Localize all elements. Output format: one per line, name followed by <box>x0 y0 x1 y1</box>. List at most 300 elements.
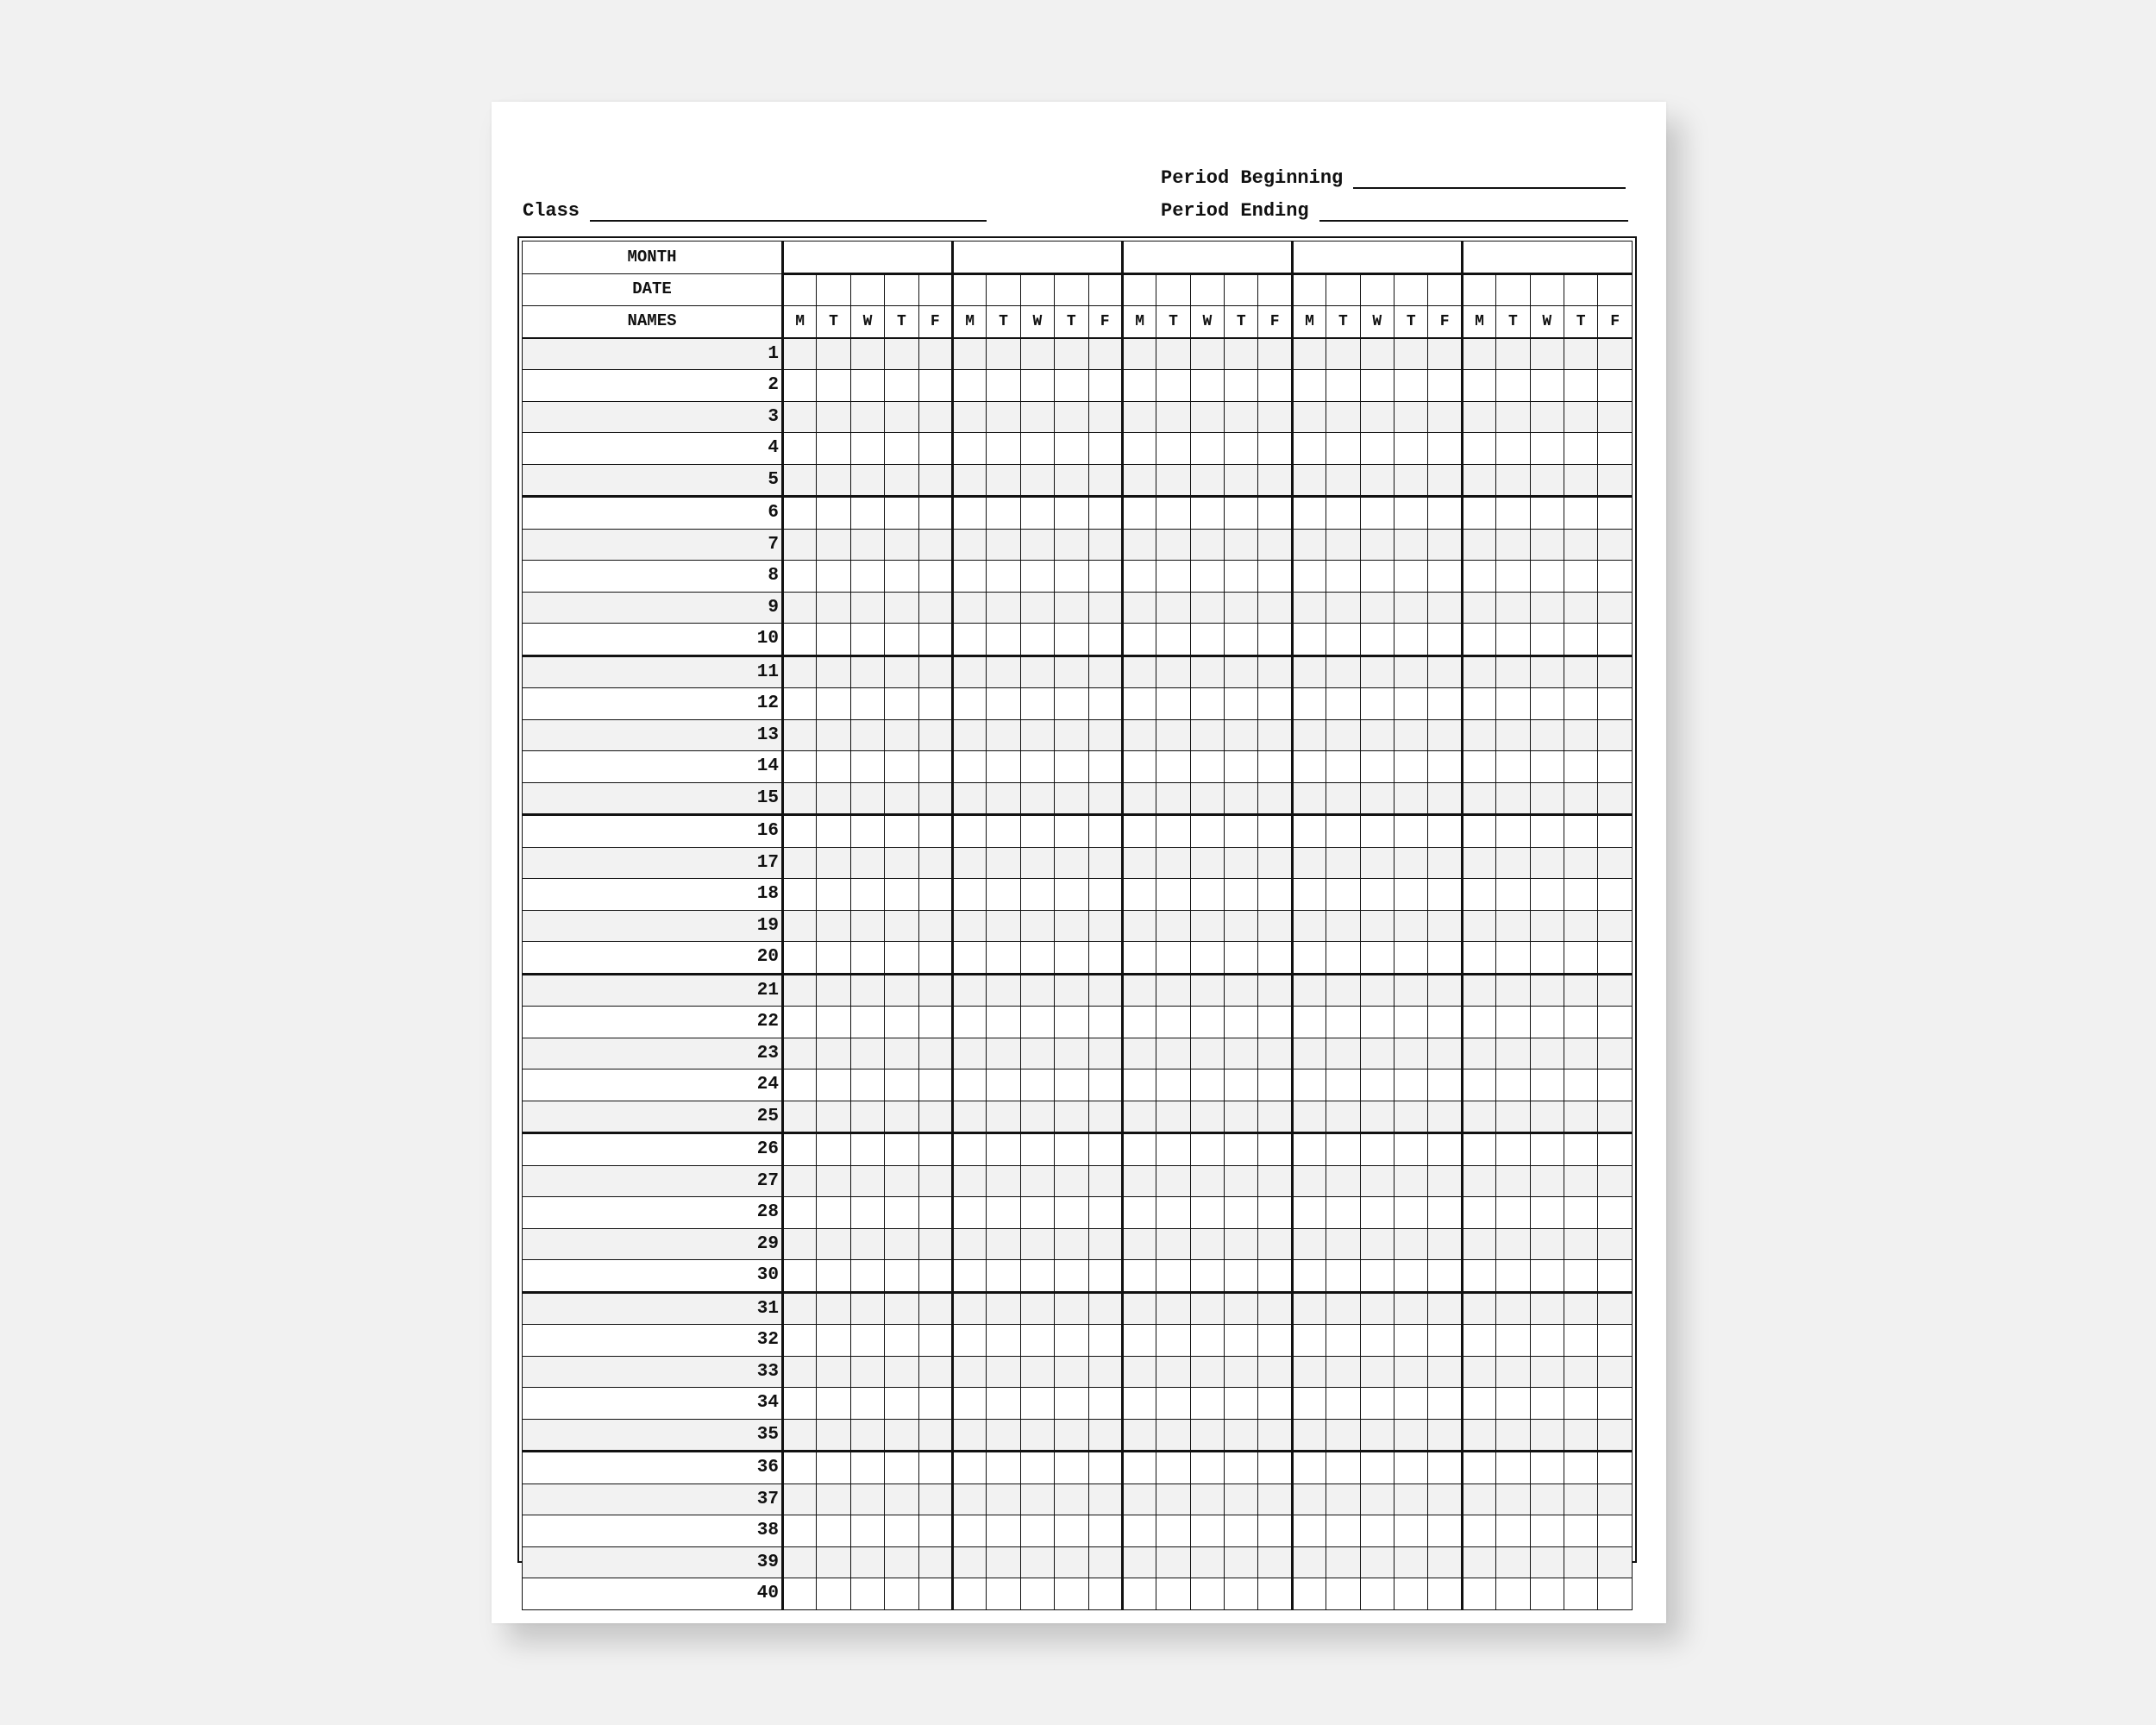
attendance-cell[interactable] <box>1088 338 1122 370</box>
attendance-cell[interactable] <box>1122 1133 1156 1166</box>
attendance-cell[interactable] <box>1225 879 1258 911</box>
attendance-cell[interactable] <box>1156 719 1190 751</box>
attendance-cell[interactable] <box>1326 782 1360 815</box>
date-cell[interactable] <box>885 273 918 306</box>
attendance-cell[interactable] <box>1462 847 1495 879</box>
attendance-cell[interactable] <box>1462 751 1495 783</box>
attendance-cell[interactable] <box>1326 1515 1360 1547</box>
attendance-cell[interactable] <box>850 1452 884 1484</box>
attendance-cell[interactable] <box>1564 942 1597 975</box>
attendance-cell[interactable] <box>1156 974 1190 1007</box>
attendance-cell[interactable] <box>1462 1578 1495 1610</box>
attendance-cell[interactable] <box>1496 1038 1530 1070</box>
attendance-cell[interactable] <box>783 1325 817 1357</box>
attendance-cell[interactable] <box>1496 401 1530 433</box>
attendance-cell[interactable] <box>1055 1578 1088 1610</box>
attendance-cell[interactable] <box>1292 561 1326 593</box>
attendance-cell[interactable] <box>1055 1388 1088 1420</box>
student-name-cell[interactable]: 7 <box>523 529 783 561</box>
attendance-cell[interactable] <box>850 529 884 561</box>
attendance-cell[interactable] <box>1292 1388 1326 1420</box>
attendance-cell[interactable] <box>1020 1101 1054 1133</box>
attendance-cell[interactable] <box>1462 592 1495 624</box>
attendance-cell[interactable] <box>1122 1101 1156 1133</box>
attendance-cell[interactable] <box>1564 497 1597 530</box>
month-cell[interactable] <box>1122 242 1292 274</box>
attendance-cell[interactable] <box>1020 1388 1054 1420</box>
attendance-cell[interactable] <box>1564 688 1597 720</box>
attendance-cell[interactable] <box>1428 815 1462 848</box>
period-ending-field[interactable] <box>1161 200 1628 222</box>
attendance-cell[interactable] <box>1225 497 1258 530</box>
attendance-cell[interactable] <box>1258 656 1292 688</box>
attendance-cell[interactable] <box>1122 656 1156 688</box>
attendance-cell[interactable] <box>918 1197 952 1229</box>
attendance-cell[interactable] <box>1088 1070 1122 1101</box>
attendance-cell[interactable] <box>952 1388 986 1420</box>
attendance-cell[interactable] <box>783 1546 817 1578</box>
attendance-cell[interactable] <box>952 1260 986 1293</box>
attendance-cell[interactable] <box>1088 719 1122 751</box>
attendance-cell[interactable] <box>885 1546 918 1578</box>
attendance-cell[interactable] <box>1292 942 1326 975</box>
attendance-cell[interactable] <box>885 815 918 848</box>
attendance-cell[interactable] <box>952 1292 986 1325</box>
attendance-cell[interactable] <box>1395 1356 1428 1388</box>
attendance-cell[interactable] <box>1360 974 1394 1007</box>
attendance-cell[interactable] <box>1055 529 1088 561</box>
attendance-cell[interactable] <box>1258 751 1292 783</box>
attendance-cell[interactable] <box>1496 719 1530 751</box>
attendance-cell[interactable] <box>1088 847 1122 879</box>
attendance-cell[interactable] <box>987 592 1020 624</box>
attendance-cell[interactable] <box>885 656 918 688</box>
attendance-cell[interactable] <box>1530 847 1564 879</box>
period-ending-line[interactable] <box>1319 201 1628 222</box>
attendance-cell[interactable] <box>885 529 918 561</box>
attendance-cell[interactable] <box>1020 592 1054 624</box>
student-name-cell[interactable]: 15 <box>523 782 783 815</box>
attendance-cell[interactable] <box>850 782 884 815</box>
attendance-cell[interactable] <box>1088 1038 1122 1070</box>
attendance-cell[interactable] <box>1326 1452 1360 1484</box>
attendance-cell[interactable] <box>1395 1228 1428 1260</box>
attendance-cell[interactable] <box>885 433 918 465</box>
attendance-cell[interactable] <box>1088 751 1122 783</box>
attendance-cell[interactable] <box>952 974 986 1007</box>
attendance-cell[interactable] <box>1088 1515 1122 1547</box>
attendance-cell[interactable] <box>1088 561 1122 593</box>
attendance-cell[interactable] <box>1122 464 1156 497</box>
attendance-cell[interactable] <box>1020 1325 1054 1357</box>
attendance-cell[interactable] <box>1462 338 1495 370</box>
attendance-cell[interactable] <box>1530 592 1564 624</box>
student-name-cell[interactable]: 11 <box>523 656 783 688</box>
attendance-cell[interactable] <box>1190 464 1224 497</box>
attendance-cell[interactable] <box>850 338 884 370</box>
attendance-cell[interactable] <box>1225 401 1258 433</box>
attendance-cell[interactable] <box>987 751 1020 783</box>
attendance-cell[interactable] <box>1326 1133 1360 1166</box>
attendance-cell[interactable] <box>1258 1388 1292 1420</box>
attendance-cell[interactable] <box>1462 910 1495 942</box>
attendance-cell[interactable] <box>1326 624 1360 656</box>
attendance-cell[interactable] <box>1225 1007 1258 1038</box>
attendance-cell[interactable] <box>1395 815 1428 848</box>
attendance-cell[interactable] <box>952 401 986 433</box>
attendance-cell[interactable] <box>885 942 918 975</box>
attendance-cell[interactable] <box>817 879 850 911</box>
attendance-cell[interactable] <box>1326 879 1360 911</box>
attendance-cell[interactable] <box>1055 847 1088 879</box>
attendance-cell[interactable] <box>1462 942 1495 975</box>
attendance-cell[interactable] <box>1020 974 1054 1007</box>
attendance-cell[interactable] <box>987 1325 1020 1357</box>
attendance-cell[interactable] <box>783 782 817 815</box>
attendance-cell[interactable] <box>850 688 884 720</box>
attendance-cell[interactable] <box>1462 1356 1495 1388</box>
attendance-cell[interactable] <box>817 1546 850 1578</box>
attendance-cell[interactable] <box>1462 497 1495 530</box>
attendance-cell[interactable] <box>1428 1515 1462 1547</box>
attendance-cell[interactable] <box>1530 815 1564 848</box>
attendance-cell[interactable] <box>1496 847 1530 879</box>
attendance-cell[interactable] <box>1564 1578 1597 1610</box>
attendance-cell[interactable] <box>1530 942 1564 975</box>
month-cell[interactable] <box>1292 242 1462 274</box>
attendance-cell[interactable] <box>783 529 817 561</box>
attendance-cell[interactable] <box>952 338 986 370</box>
attendance-cell[interactable] <box>783 815 817 848</box>
attendance-cell[interactable] <box>1360 624 1394 656</box>
attendance-cell[interactable] <box>1326 688 1360 720</box>
attendance-cell[interactable] <box>1395 592 1428 624</box>
attendance-cell[interactable] <box>1156 847 1190 879</box>
date-cell[interactable] <box>918 273 952 306</box>
attendance-cell[interactable] <box>1496 1578 1530 1610</box>
attendance-cell[interactable] <box>1598 815 1633 848</box>
attendance-cell[interactable] <box>1258 847 1292 879</box>
attendance-cell[interactable] <box>1190 942 1224 975</box>
student-name-cell[interactable]: 21 <box>523 974 783 1007</box>
month-cell[interactable] <box>952 242 1122 274</box>
attendance-cell[interactable] <box>1088 592 1122 624</box>
attendance-cell[interactable] <box>850 1038 884 1070</box>
attendance-cell[interactable] <box>918 1546 952 1578</box>
attendance-cell[interactable] <box>1360 1546 1394 1578</box>
date-cell[interactable] <box>1598 273 1633 306</box>
attendance-cell[interactable] <box>1055 974 1088 1007</box>
attendance-cell[interactable] <box>952 719 986 751</box>
attendance-cell[interactable] <box>1020 815 1054 848</box>
attendance-cell[interactable] <box>918 1356 952 1388</box>
attendance-cell[interactable] <box>952 1515 986 1547</box>
attendance-cell[interactable] <box>1360 1038 1394 1070</box>
attendance-cell[interactable] <box>1122 1007 1156 1038</box>
attendance-cell[interactable] <box>918 1260 952 1293</box>
attendance-cell[interactable] <box>1258 1292 1292 1325</box>
attendance-cell[interactable] <box>850 370 884 402</box>
attendance-cell[interactable] <box>1598 1260 1633 1293</box>
attendance-cell[interactable] <box>1598 561 1633 593</box>
attendance-cell[interactable] <box>783 497 817 530</box>
attendance-cell[interactable] <box>1564 847 1597 879</box>
attendance-cell[interactable] <box>1225 1292 1258 1325</box>
period-beginning-field[interactable] <box>1161 167 1626 189</box>
attendance-cell[interactable] <box>1564 592 1597 624</box>
attendance-cell[interactable] <box>1530 1356 1564 1388</box>
attendance-cell[interactable] <box>1326 401 1360 433</box>
attendance-cell[interactable] <box>783 974 817 1007</box>
attendance-cell[interactable] <box>1428 497 1462 530</box>
attendance-cell[interactable] <box>1395 1419 1428 1452</box>
attendance-cell[interactable] <box>1055 1260 1088 1293</box>
date-cell[interactable] <box>1395 273 1428 306</box>
attendance-cell[interactable] <box>918 1165 952 1197</box>
attendance-cell[interactable] <box>1598 338 1633 370</box>
attendance-cell[interactable] <box>1020 782 1054 815</box>
attendance-cell[interactable] <box>1360 338 1394 370</box>
attendance-cell[interactable] <box>1326 910 1360 942</box>
attendance-cell[interactable] <box>850 1515 884 1547</box>
attendance-cell[interactable] <box>1190 782 1224 815</box>
attendance-cell[interactable] <box>1225 529 1258 561</box>
period-beginning-line[interactable] <box>1353 168 1626 189</box>
attendance-cell[interactable] <box>1156 688 1190 720</box>
attendance-cell[interactable] <box>1428 592 1462 624</box>
class-line[interactable] <box>590 201 987 222</box>
attendance-cell[interactable] <box>817 401 850 433</box>
attendance-cell[interactable] <box>987 433 1020 465</box>
attendance-cell[interactable] <box>1190 592 1224 624</box>
attendance-cell[interactable] <box>1564 1038 1597 1070</box>
attendance-cell[interactable] <box>1020 464 1054 497</box>
attendance-cell[interactable] <box>952 782 986 815</box>
attendance-cell[interactable] <box>1258 815 1292 848</box>
attendance-cell[interactable] <box>952 910 986 942</box>
attendance-cell[interactable] <box>1190 1133 1224 1166</box>
attendance-cell[interactable] <box>952 815 986 848</box>
attendance-cell[interactable] <box>1395 1007 1428 1038</box>
attendance-cell[interactable] <box>850 1546 884 1578</box>
attendance-cell[interactable] <box>1326 815 1360 848</box>
attendance-cell[interactable] <box>817 1325 850 1357</box>
attendance-cell[interactable] <box>1156 751 1190 783</box>
attendance-cell[interactable] <box>1496 1007 1530 1038</box>
attendance-cell[interactable] <box>1020 1133 1054 1166</box>
attendance-cell[interactable] <box>1122 529 1156 561</box>
attendance-cell[interactable] <box>1020 1260 1054 1293</box>
attendance-cell[interactable] <box>1020 401 1054 433</box>
attendance-cell[interactable] <box>1055 1292 1088 1325</box>
attendance-cell[interactable] <box>885 1419 918 1452</box>
attendance-cell[interactable] <box>1020 688 1054 720</box>
attendance-cell[interactable] <box>817 433 850 465</box>
attendance-cell[interactable] <box>1156 1515 1190 1547</box>
attendance-cell[interactable] <box>1020 1484 1054 1515</box>
attendance-cell[interactable] <box>885 561 918 593</box>
attendance-cell[interactable] <box>1326 719 1360 751</box>
attendance-cell[interactable] <box>1088 1197 1122 1229</box>
attendance-cell[interactable] <box>1122 910 1156 942</box>
attendance-cell[interactable] <box>1598 1546 1633 1578</box>
attendance-cell[interactable] <box>1564 370 1597 402</box>
attendance-cell[interactable] <box>1360 879 1394 911</box>
attendance-cell[interactable] <box>1190 847 1224 879</box>
attendance-cell[interactable] <box>1088 1452 1122 1484</box>
attendance-cell[interactable] <box>1598 592 1633 624</box>
attendance-cell[interactable] <box>1530 464 1564 497</box>
attendance-cell[interactable] <box>850 1325 884 1357</box>
attendance-cell[interactable] <box>918 879 952 911</box>
attendance-cell[interactable] <box>1326 1070 1360 1101</box>
attendance-cell[interactable] <box>1190 1260 1224 1293</box>
attendance-cell[interactable] <box>1564 1197 1597 1229</box>
attendance-cell[interactable] <box>987 1356 1020 1388</box>
attendance-cell[interactable] <box>987 1292 1020 1325</box>
attendance-cell[interactable] <box>987 1484 1020 1515</box>
attendance-cell[interactable] <box>1428 782 1462 815</box>
attendance-cell[interactable] <box>1088 497 1122 530</box>
attendance-cell[interactable] <box>1564 1133 1597 1166</box>
attendance-cell[interactable] <box>1122 1419 1156 1452</box>
attendance-cell[interactable] <box>783 1070 817 1101</box>
attendance-cell[interactable] <box>1156 1452 1190 1484</box>
attendance-cell[interactable] <box>783 464 817 497</box>
attendance-cell[interactable] <box>1122 782 1156 815</box>
attendance-cell[interactable] <box>1156 370 1190 402</box>
attendance-cell[interactable] <box>817 782 850 815</box>
attendance-cell[interactable] <box>817 751 850 783</box>
attendance-cell[interactable] <box>1122 879 1156 911</box>
attendance-cell[interactable] <box>1020 1452 1054 1484</box>
attendance-cell[interactable] <box>1258 879 1292 911</box>
attendance-cell[interactable] <box>1395 1546 1428 1578</box>
attendance-cell[interactable] <box>1055 370 1088 402</box>
attendance-cell[interactable] <box>1190 497 1224 530</box>
attendance-cell[interactable] <box>1258 1228 1292 1260</box>
attendance-cell[interactable] <box>1360 370 1394 402</box>
attendance-cell[interactable] <box>1360 847 1394 879</box>
attendance-cell[interactable] <box>1122 561 1156 593</box>
attendance-cell[interactable] <box>1122 1070 1156 1101</box>
attendance-cell[interactable] <box>952 1007 986 1038</box>
attendance-cell[interactable] <box>1055 782 1088 815</box>
attendance-cell[interactable] <box>1598 719 1633 751</box>
attendance-cell[interactable] <box>1088 1165 1122 1197</box>
attendance-cell[interactable] <box>1462 879 1495 911</box>
attendance-cell[interactable] <box>1598 942 1633 975</box>
attendance-cell[interactable] <box>1156 1484 1190 1515</box>
attendance-cell[interactable] <box>1156 1070 1190 1101</box>
attendance-cell[interactable] <box>1190 401 1224 433</box>
attendance-cell[interactable] <box>1496 1546 1530 1578</box>
attendance-cell[interactable] <box>1496 815 1530 848</box>
attendance-cell[interactable] <box>1122 401 1156 433</box>
attendance-cell[interactable] <box>817 1038 850 1070</box>
attendance-cell[interactable] <box>918 1484 952 1515</box>
attendance-cell[interactable] <box>1190 1228 1224 1260</box>
attendance-cell[interactable] <box>783 1101 817 1133</box>
attendance-cell[interactable] <box>1395 464 1428 497</box>
attendance-cell[interactable] <box>1598 1452 1633 1484</box>
attendance-cell[interactable] <box>817 1133 850 1166</box>
attendance-cell[interactable] <box>1055 433 1088 465</box>
attendance-cell[interactable] <box>1598 751 1633 783</box>
attendance-cell[interactable] <box>850 974 884 1007</box>
attendance-cell[interactable] <box>850 879 884 911</box>
attendance-cell[interactable] <box>1292 370 1326 402</box>
attendance-cell[interactable] <box>1326 751 1360 783</box>
attendance-cell[interactable] <box>1462 1133 1495 1166</box>
attendance-cell[interactable] <box>987 1007 1020 1038</box>
attendance-cell[interactable] <box>952 1070 986 1101</box>
attendance-cell[interactable] <box>1530 1228 1564 1260</box>
attendance-cell[interactable] <box>1530 1388 1564 1420</box>
attendance-cell[interactable] <box>1530 656 1564 688</box>
attendance-cell[interactable] <box>1055 1228 1088 1260</box>
attendance-cell[interactable] <box>1122 847 1156 879</box>
attendance-cell[interactable] <box>1020 1070 1054 1101</box>
attendance-cell[interactable] <box>1225 1356 1258 1388</box>
attendance-cell[interactable] <box>1156 1007 1190 1038</box>
attendance-cell[interactable] <box>1258 401 1292 433</box>
attendance-cell[interactable] <box>1190 370 1224 402</box>
attendance-cell[interactable] <box>1326 1419 1360 1452</box>
attendance-cell[interactable] <box>1395 529 1428 561</box>
attendance-cell[interactable] <box>1326 1388 1360 1420</box>
attendance-cell[interactable] <box>918 624 952 656</box>
attendance-cell[interactable] <box>1496 974 1530 1007</box>
attendance-cell[interactable] <box>1530 688 1564 720</box>
attendance-cell[interactable] <box>783 1133 817 1166</box>
date-cell[interactable] <box>1258 273 1292 306</box>
attendance-cell[interactable] <box>918 1007 952 1038</box>
attendance-cell[interactable] <box>1326 1038 1360 1070</box>
attendance-cell[interactable] <box>1055 719 1088 751</box>
attendance-cell[interactable] <box>783 592 817 624</box>
attendance-cell[interactable] <box>1564 464 1597 497</box>
attendance-cell[interactable] <box>918 1101 952 1133</box>
class-field[interactable] <box>523 200 987 222</box>
attendance-cell[interactable] <box>1258 1419 1292 1452</box>
attendance-cell[interactable] <box>1496 561 1530 593</box>
attendance-cell[interactable] <box>1122 1325 1156 1357</box>
attendance-cell[interactable] <box>1360 1260 1394 1293</box>
attendance-cell[interactable] <box>1428 433 1462 465</box>
attendance-cell[interactable] <box>1530 1578 1564 1610</box>
attendance-cell[interactable] <box>1462 1325 1495 1357</box>
attendance-cell[interactable] <box>1258 561 1292 593</box>
attendance-cell[interactable] <box>817 688 850 720</box>
attendance-cell[interactable] <box>885 751 918 783</box>
attendance-cell[interactable] <box>1258 1452 1292 1484</box>
attendance-cell[interactable] <box>1088 1260 1122 1293</box>
attendance-cell[interactable] <box>885 497 918 530</box>
attendance-cell[interactable] <box>987 529 1020 561</box>
attendance-cell[interactable] <box>783 624 817 656</box>
attendance-cell[interactable] <box>1326 1484 1360 1515</box>
attendance-cell[interactable] <box>885 1165 918 1197</box>
attendance-cell[interactable] <box>987 1578 1020 1610</box>
attendance-cell[interactable] <box>1564 1007 1597 1038</box>
attendance-cell[interactable] <box>918 815 952 848</box>
attendance-cell[interactable] <box>1122 815 1156 848</box>
attendance-cell[interactable] <box>1156 656 1190 688</box>
date-cell[interactable] <box>1462 273 1495 306</box>
attendance-cell[interactable] <box>1395 879 1428 911</box>
attendance-cell[interactable] <box>1292 1515 1326 1547</box>
